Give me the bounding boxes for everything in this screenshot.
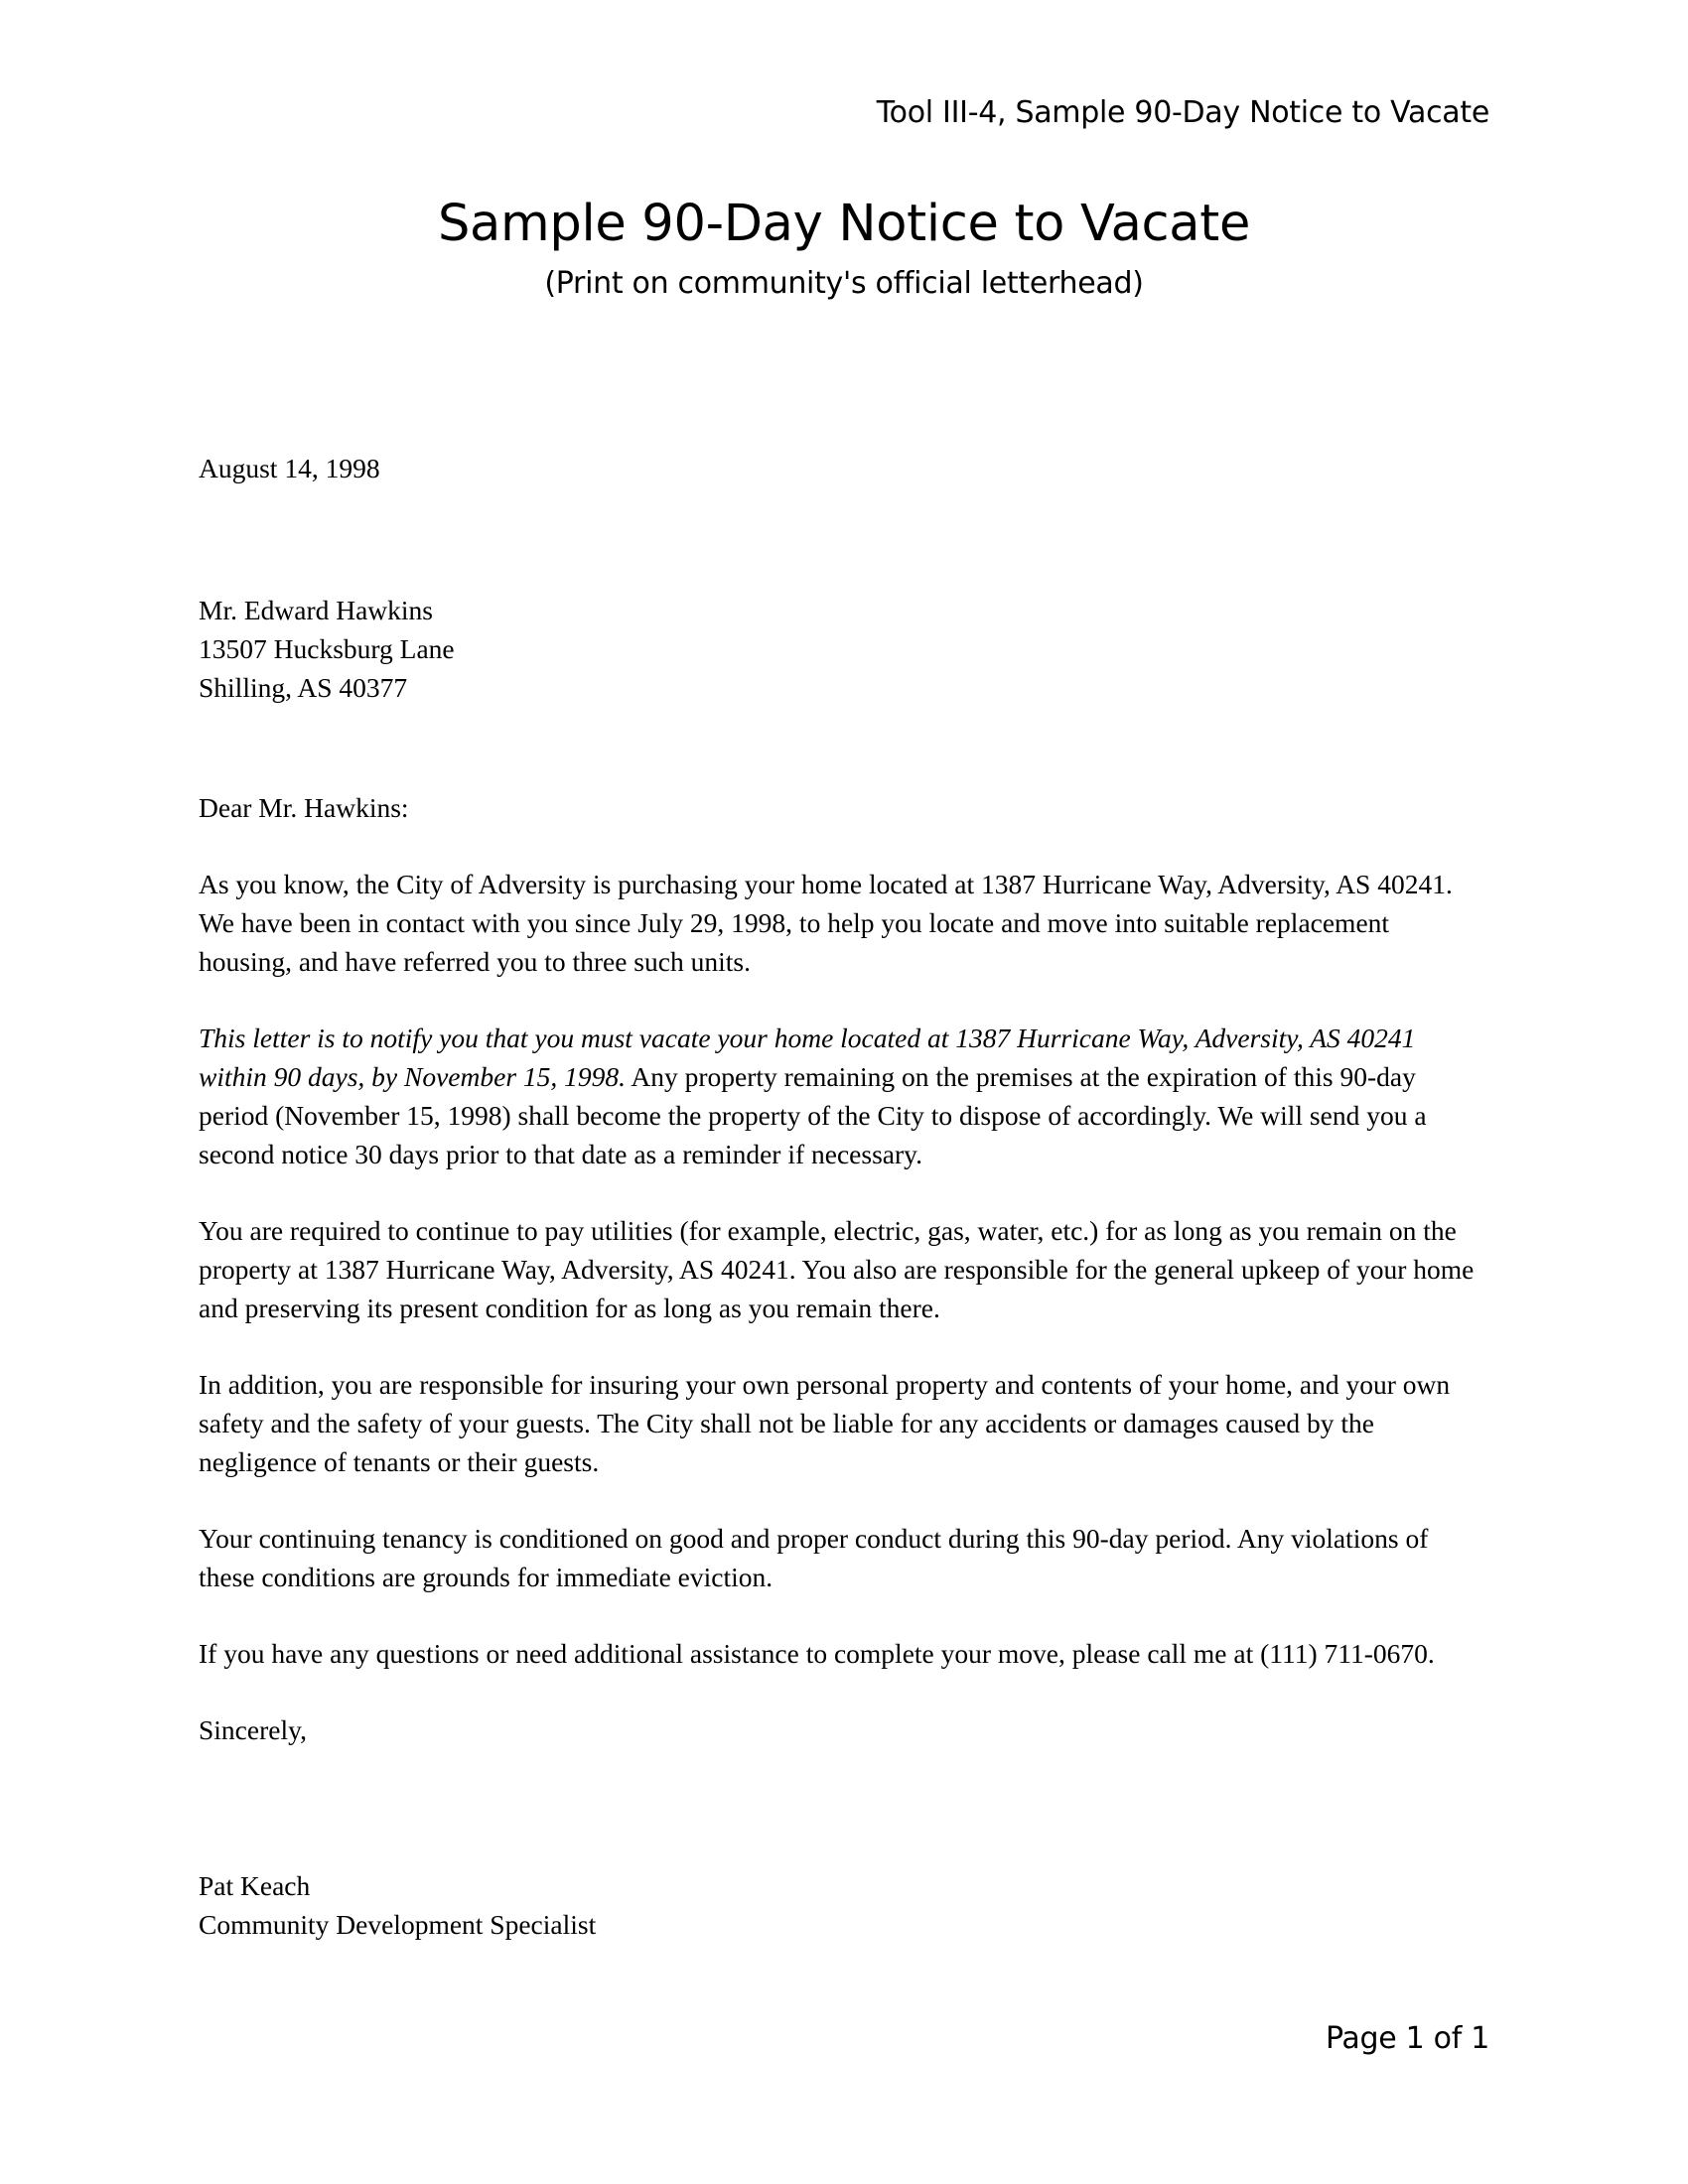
letter-closing: Sincerely, xyxy=(199,1714,307,1745)
letter-date: August 14, 1998 xyxy=(199,453,380,483)
recipient-city-state-zip: Shilling, AS 40377 xyxy=(199,672,408,703)
paragraph-contact-info: If you have any questions or need additional assistance to complete your move, please call me at (111) 711-0670. xyxy=(199,1638,1435,1669)
paragraph-vacate-notice xyxy=(199,1019,1475,1173)
signer-title: Community Development Specialist xyxy=(199,1909,597,1940)
page-footer: Page 1 of 1 xyxy=(1325,2021,1489,2056)
vacate-notice-emphasis: This letter is to notify you that you must vacate your home located at 1387 Hurricane Way, Adversity, AS 40241 within 90 days, by November 15, 1998. xyxy=(199,1023,1416,1092)
paragraph-insurance-liability: In addition, you are responsible for insuring your own personal property and contents of your home, and your own safety and the safety of your guests. The City shall not be liable for any accidents or damages caused by the negligence of tenants or their guests. xyxy=(199,1369,1451,1477)
recipient-name: Mr. Edward Hawkins xyxy=(199,595,434,625)
recipient-address-block xyxy=(199,591,1475,707)
paragraph-utilities-upkeep: You are required to continue to pay utilities (for example, electric, gas, water, etc.) for as long as you remain on the property at 1387 Hurricane Way, Adversity, AS 40241. You also are responsible for the general upkeep of your home and preserving its present condition for as long as you remain there. xyxy=(199,1215,1475,1323)
page-subtitle: (Print on community's official letterhead) xyxy=(544,266,1144,301)
recipient-street: 13507 Hucksburg Lane xyxy=(199,633,455,664)
signer-name: Pat Keach xyxy=(199,1870,311,1901)
page-title: Sample 90-Day Notice to Vacate xyxy=(437,195,1251,253)
paragraph-tenancy-conduct: Your continuing tenancy is conditioned on good and proper conduct during this 90-day period. Any violations of these conditions are grounds for immediate eviction. xyxy=(199,1523,1429,1592)
vacate-notice-remainder: Any property remaining on the premises at the expiration of this 90-day period (November 15, 1998) shall become the property of the City to dispose of accordingly. We will send you a second notice 30 days prior to that date as a reminder if necessary. xyxy=(199,1061,1427,1169)
signature-block xyxy=(199,1866,1475,1944)
document-header: Tool III-4, Sample 90-Day Notice to Vacate xyxy=(876,95,1489,130)
letter-body xyxy=(199,449,1475,1944)
letter-salutation: Dear Mr. Hawkins: xyxy=(199,792,409,823)
paragraph-purchase-notice: As you know, the City of Adversity is purchasing your home located at 1387 Hurricane Way, Adversity, AS 40241. We have been in contact with you since July 29, 1998, to help you locate and move into suitable replacement housing, and have referred you to three such units. xyxy=(199,869,1453,977)
